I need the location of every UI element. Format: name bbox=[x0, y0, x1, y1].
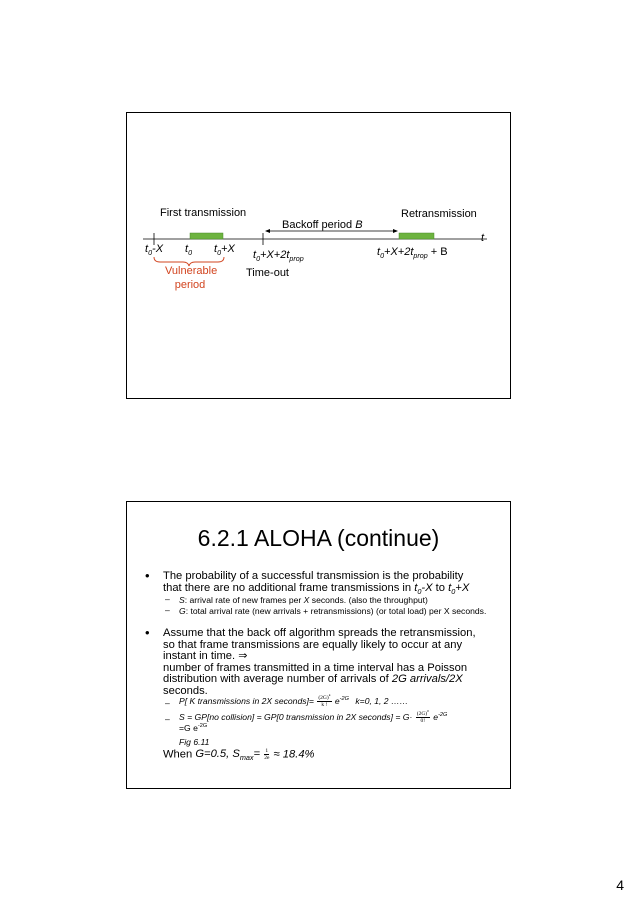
backoff-arrow-left-head bbox=[265, 229, 270, 233]
t0-minus-x-label: $t_0-X$ bbox=[145, 243, 164, 258]
t0-label: $t_0$ bbox=[185, 243, 193, 258]
retransmission-label: Retransmission bbox=[401, 208, 477, 220]
formula-1: P[ K transmissions in 2X seconds]= $\frac{(2G)^k}{k !}$ $e^{-2G}$ k=0, 1, 2 …… bbox=[179, 693, 409, 708]
max-throughput-fraction: $\frac{1}{2e}$ bbox=[264, 748, 270, 761]
t0-plus-x-label: $t_0+X$ bbox=[214, 243, 235, 258]
bullet-1-text: The probability of a successful transmission is the probability that there are no additional frame transmissions in $t_0-X$ to $t_0+X$ bbox=[163, 570, 470, 596]
page-number: 4 bbox=[616, 877, 624, 893]
formula-1-dash: – bbox=[165, 698, 170, 708]
backoff-arrow-right-head bbox=[393, 229, 398, 233]
backoff-period-label: Backoff period B bbox=[282, 219, 363, 231]
sub-bullet-s-text: S: arrival rate of new frames per X seconds. (also the throughput) bbox=[179, 595, 428, 605]
formula-2: S = GP[no collision] = GP[0 transmission in 2X seconds] = G· $\frac{(2G)^0}{0!}$ $e^{-2G}$ bbox=[179, 709, 448, 724]
slide-title: 6.2.1 ALOHA (continue) bbox=[197, 525, 440, 551]
sub-bullet-g-dash: – bbox=[165, 605, 170, 615]
figure-reference: Fig 6.11 bbox=[179, 737, 210, 747]
bullet-2-dot: • bbox=[145, 625, 150, 640]
formula-2-fraction: $\frac{(2G)^0}{0!}$ bbox=[416, 709, 429, 724]
axis-t-label: t bbox=[481, 232, 485, 244]
sub-bullet-s-dash: – bbox=[165, 594, 170, 604]
slide-timing-diagram bbox=[126, 112, 511, 399]
vulnerable-period-label: Vulnerable period bbox=[165, 265, 218, 291]
sub-bullet-g-text: G: total arrival rate (new arrivals + retransmissions) (or total load) per X seconds. bbox=[179, 606, 487, 616]
formula-1-fraction: $\frac{(2G)^k}{k !}$ bbox=[318, 693, 331, 708]
retransmission-time-label: $t_0+X+2t_{prop} + B$ bbox=[377, 246, 448, 261]
timeout-time-label: $t_0+X+2t_{prop}$ bbox=[253, 249, 304, 264]
max-throughput-line: When G=0.5, $S_{max}=$ $\frac{1}{2e}$ ≈ 18.4% bbox=[163, 748, 315, 763]
slide-aloha-continue bbox=[126, 501, 511, 789]
first-transmission-label: First transmission bbox=[160, 207, 247, 219]
timing-diagram-graphics bbox=[127, 113, 512, 400]
formula-2-result: =G $e^{-2G}$ bbox=[179, 723, 208, 733]
retransmission-frame-block bbox=[399, 233, 434, 239]
timeout-label: Time-out bbox=[246, 267, 289, 279]
first-frame-block bbox=[190, 233, 223, 239]
formula-2-dash: – bbox=[165, 714, 170, 724]
bullet-1-dot: • bbox=[145, 568, 150, 583]
bullet-2-text: Assume that the back off algorithm spreads the retransmission, so that frame transmissions are equally likely to occur at any instant in time. ⇒ number of frames transmitted in a time interval has a Poisson distribution with average number of arrivals of 2G arrivals/2X seconds. bbox=[163, 627, 476, 697]
